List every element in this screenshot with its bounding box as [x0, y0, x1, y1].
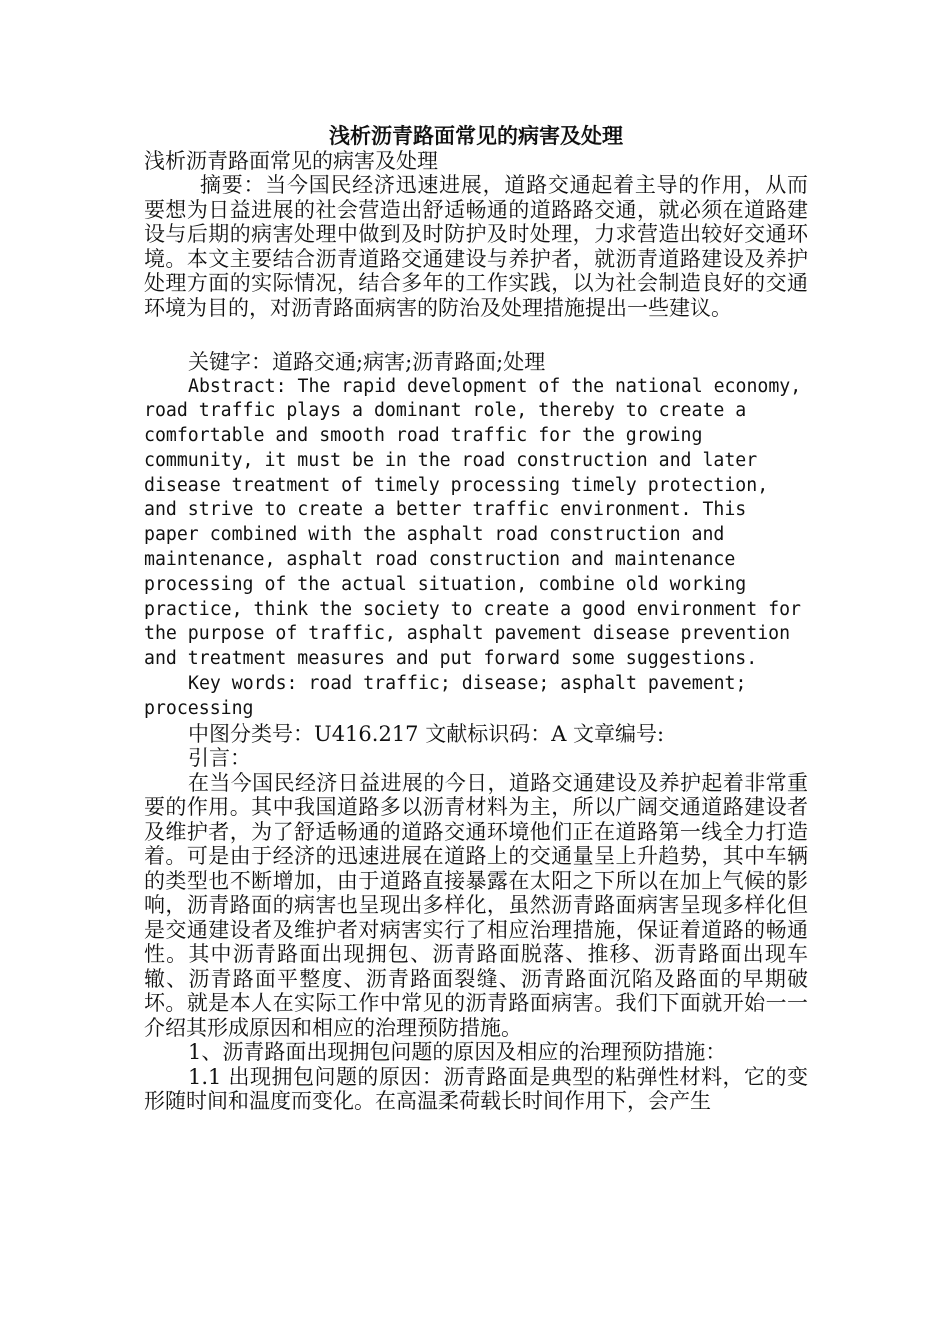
- classification-line: 中图分类号：U416.217 文献标识码：A 文章编号:: [188, 721, 665, 746]
- abstract-english: Abstract: The rapid development of the national economy, road traffic plays a dominant role, thereby to create a comfortable and smooth road traffic for the growing community, it must be in the road construction and later disease treatment of timely processing timely protection, and strive to create a better traffic environment. This paper combined with the asphalt road construction and maintenance, asphalt road construction and maintenance processing of the actual situation, combine old working practice, think the society to create a good environment for the purpose of traffic, asphalt pavement disease prevention and treatment measures and put forward some suggestions.: [144, 375, 802, 670]
- section-1-1-paragraph: 1.1 出现拥包问题的原因：沥青路面是典型的粘弹性材料，它的变形随时间和温度而变化。在高温柔荷载长时间作用下，会产生: [144, 1064, 808, 1114]
- keywords-chinese: 关键字：道路交通;病害;沥青路面;处理: [188, 350, 546, 374]
- keywords-english: Key words: road traffic; disease; asphalt pavement; processing: [144, 673, 747, 719]
- intro-paragraph: 在当今国民经济日益进展的今日，道路交通建设及养护起着非常重要的作用。其中我国道路多以沥青材料为主，所以广阔交通道路建设者及维护者，为了舒适畅通的道路交通环境他们正在道路第一线全力打造着。可是由于经济的迅速进展在道路上的交通量呈上升趋势，其中车辆的类型也不断增加，由于道路直接暴露在太阳之下所以在加上气候的影响，沥青路面的病害也呈现出多样化，虽然沥青路面病害呈现多样化但是交通建设者及维护者对病害实行了相应治理措施，保证着道路的畅通性。其中沥青路面出现拥包、沥青路面脱落、推移、沥青路面出现车辙、沥青路面平整度、沥青路面裂缝、沥青路面沉陷及路面的早期破坏。就是本人在实际工作中常见的沥青路面病害。我们下面就开始一一介绍其形成原因和相应的治理预防措施。: [144, 770, 808, 1040]
- section-1-heading: 1、沥青路面出现拥包问题的原因及相应的治理预防措施：: [188, 1040, 727, 1065]
- intro-heading: 引言：: [188, 746, 251, 771]
- document-title: 浅析沥青路面常见的病害及处理: [329, 123, 623, 148]
- abstract-chinese: 摘要：当今国民经济迅速进展，道路交通起着主导的作用，从而要想为日益进展的社会营造出舒适畅通的道路路交通，就必须在道路建设与后期的病害处理中做到及时防护及时处理，力求营造出较好交通环境。本文主要结合沥青道路交通建设与养护者，就沥青道路建设及养护处理方面的实际情况，结合多年的工作实践，以为社会制造良好的交通环境为目的，对沥青路面病害的防治及处理措施提出一些建议。: [144, 173, 808, 320]
- document-subtitle: 浅析沥青路面常见的病害及处理: [144, 148, 438, 173]
- document-page: [144, 124, 808, 1114]
